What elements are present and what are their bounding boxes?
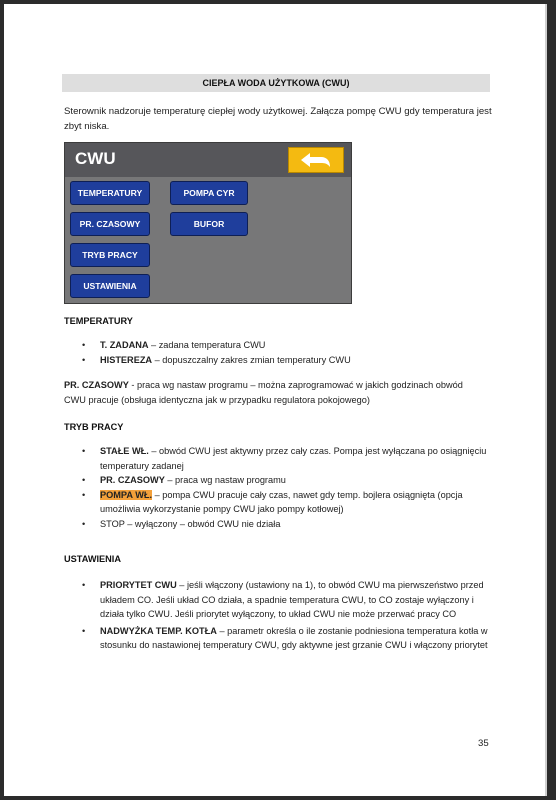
- pr-czasowy-button[interactable]: PR. CZASOWY: [70, 212, 150, 236]
- tryb-pracy-button[interactable]: TRYB PRACY: [70, 243, 150, 267]
- ustawienia-heading: USTAWIENIA: [64, 554, 121, 564]
- list-item: [82, 624, 492, 653]
- item-desc: STOP – wyłączony – obwód CWU nie działa: [100, 518, 281, 529]
- bullet-icon: •: [82, 475, 86, 485]
- item-desc: – obwód CWU jest aktywny przez cały czas. Pompa jest wyłączana po osiągnięciu temperatury zadanej: [100, 446, 487, 471]
- ustawienia-button[interactable]: USTAWIENIA: [70, 274, 150, 298]
- item-desc: – dopuszczalny zakres zmian temperatury CWU: [152, 354, 351, 365]
- bullet-icon: •: [82, 340, 86, 350]
- item-term: PR. CZASOWY: [100, 475, 165, 485]
- item-desc: – parametr określa o ile zostanie podniesiona temperatura kotła w stosunku do nastawionej temperatury CWU, gdy aktywne jest grzanie CWU i włączony priorytet: [100, 625, 488, 650]
- item-desc: - praca wg nastaw programu – można zaprogramować w jakich godzinach obwód CWU pracuje (obsługa identyczna jak w przypadku regulatora pokojowego): [64, 380, 463, 405]
- page-number: 35: [478, 738, 489, 749]
- item-term: HISTEREZA: [100, 354, 153, 365]
- item-term: T. ZADANA: [100, 340, 149, 350]
- bullet-icon: •: [82, 489, 86, 500]
- list-item: [82, 444, 492, 473]
- list-item: [82, 473, 492, 488]
- section-title: CIEPŁA WODA UŻYTKOWA (CWU): [62, 74, 490, 92]
- document-page: [4, 4, 547, 796]
- screen-title: CWU: [75, 149, 116, 168]
- back-button[interactable]: [288, 147, 344, 173]
- bullet-icon: •: [82, 580, 86, 590]
- item-desc: – zadana temperatura CWU: [148, 340, 266, 350]
- pompa-cyr-button[interactable]: POMPA CYR: [170, 181, 248, 205]
- list-item: [82, 338, 492, 353]
- cwu-menu-screen: [64, 142, 352, 304]
- list-item: [82, 488, 492, 517]
- tryb-pracy-heading: TRYB PRACY: [64, 422, 124, 432]
- bullet-icon: •: [82, 354, 86, 365]
- back-arrow-icon: [299, 151, 333, 169]
- item-term: STAŁE WŁ.: [100, 446, 149, 456]
- item-term-highlighted: POMPA WŁ.: [100, 489, 153, 500]
- bufor-button[interactable]: BUFOR: [170, 212, 248, 236]
- bullet-icon: •: [82, 625, 86, 636]
- item-term: NADWYŻKA TEMP. KOTŁA: [100, 625, 217, 636]
- pr-czasowy-paragraph: [64, 378, 484, 408]
- screen-header: [65, 143, 351, 177]
- bullet-icon: •: [82, 518, 86, 529]
- item-desc: – pompa CWU pracuje cały czas, nawet gdy temp. bojlera osiągnięta (opcja umożliwia wykorzystanie pompy CWU jako pompy kotłowej): [100, 489, 463, 514]
- temperatury-heading: TEMPERATURY: [64, 316, 133, 326]
- temperatury-button[interactable]: TEMPERATURY: [70, 181, 150, 205]
- list-item: [82, 353, 492, 368]
- ustawienia-list: [82, 578, 492, 653]
- list-item: [82, 578, 492, 622]
- item-term: PR. CZASOWY: [64, 380, 129, 390]
- item-desc: – praca wg nastaw programu: [164, 475, 286, 485]
- item-desc: – jeśli włączony (ustawiony na 1), to obwód CWU ma pierwszeństwo przed układem CO. Jeśli układ CO działa, a spadnie temperatura CWU, to CO zostaje wyłączony i działa tylko CWU. Jeśli priorytet wyłączony, to układ CWU nie może przerwać pracy CO: [100, 580, 484, 619]
- item-term: PRIORYTET CWU: [100, 580, 177, 590]
- list-item: [82, 517, 492, 532]
- tryb-pracy-list: [82, 444, 492, 531]
- bullet-icon: •: [82, 446, 86, 456]
- temperatury-list: [82, 338, 492, 367]
- intro-paragraph: Sterownik nadzoruje temperaturę ciepłej wody użytkowej. Załącza pompę CWU gdy temperatura jest zbyt niska.: [64, 106, 492, 132]
